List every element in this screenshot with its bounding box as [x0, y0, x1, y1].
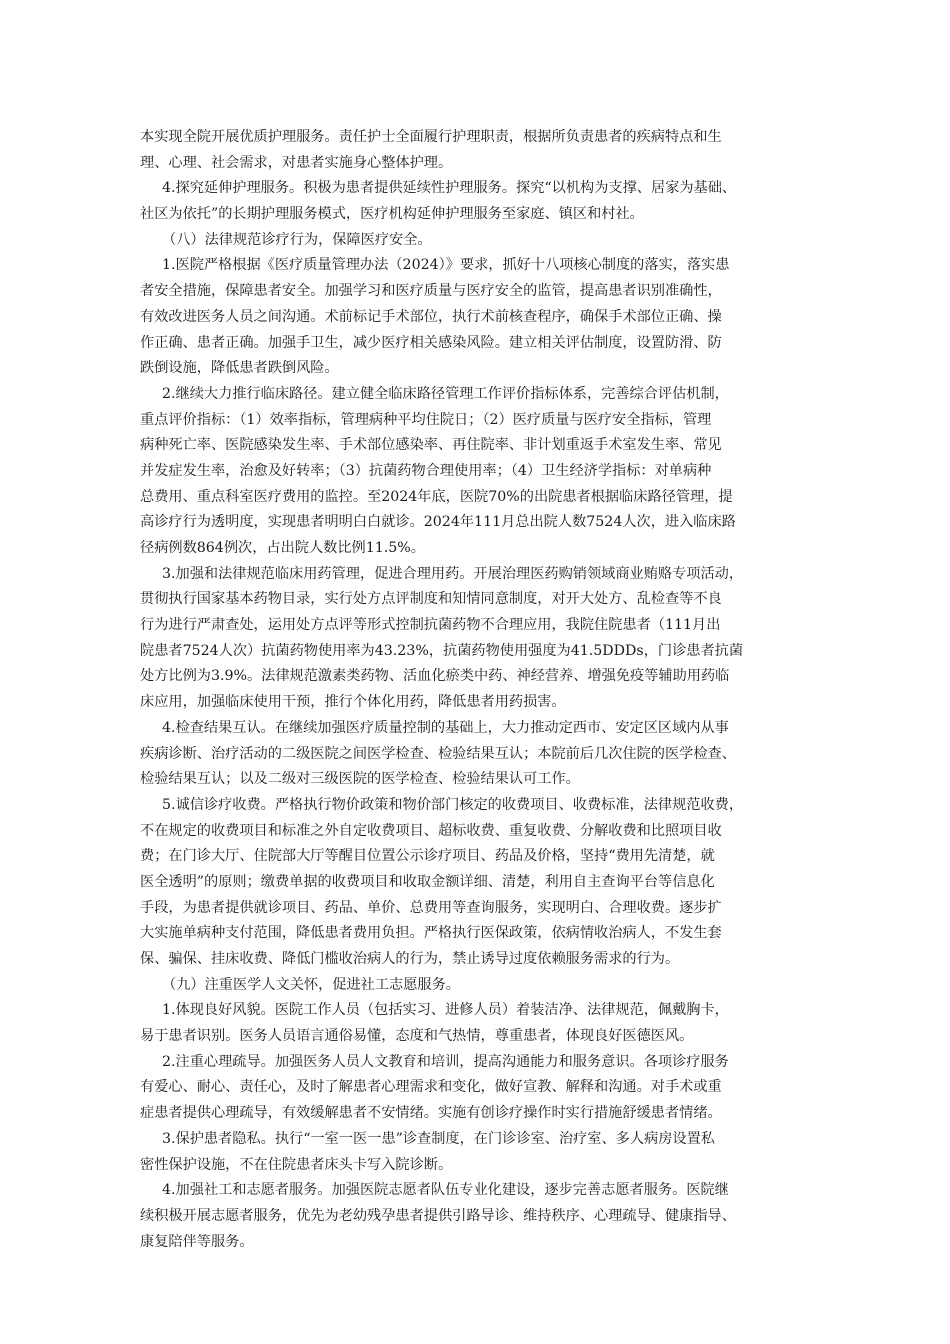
text-line: 4.检查结果互认。在继续加强医疗质量控制的基础上，大力推动定西市、安定区区域内从事 [162, 719, 729, 736]
section-heading [140, 973, 815, 999]
text-line: 大实施单病种支付范围，降低患者费用负担。严格执行医保政策，依病情收治病人，不发生套 [140, 925, 722, 942]
paragraph [140, 793, 815, 973]
text-line: 床应用，加强临床使用干预，推行个体化用药，降低患者用药损害。 [140, 694, 566, 711]
text-line: 重点评价指标：（1）效率指标，管理病种平均住院日；（2）医疗质量与医疗安全指标，管理 [140, 411, 712, 428]
text-line: 易于患者识别。医务人员语言通俗易懂，态度和气热情，尊重患者，体现良好医德医风。 [140, 1028, 694, 1045]
text-line: 高诊疗行为透明度，实现患者明明白白就诊。2024年111月总出院人数7524人次，进入临床路 [140, 514, 736, 531]
text-line: 2.继续大力推行临床路径。建立健全临床路径管理工作评价指标体系，完善综合评估机制， [162, 385, 729, 402]
text-line: 密性保护设施，不在住院患者床头卡写入院诊断。 [140, 1156, 453, 1173]
paragraph [140, 253, 815, 381]
paragraph [140, 1178, 815, 1255]
text-line: 4.加强社工和志愿者服务。加强医院志愿者队伍专业化建设，逐步完善志愿者服务。医院继 [162, 1182, 729, 1199]
text-line: 费；在门诊大厅、住院部大厅等醒目位置公示诊疗项目、药品及价格，坚持“费用先清楚，就 [140, 848, 715, 865]
text-line: 并发症发生率，治愈及好转率；（3）抗菌药物合理使用率；（4）卫生经济学指标：对单病种 [140, 462, 712, 479]
text-line: 3.加强和法律规范临床用药管理，促进合理用药。开展治理医药购销领域商业贿赂专项活动， [162, 565, 744, 582]
paragraph [140, 1050, 815, 1127]
text-line: 跌倒设施，降低患者跌倒风险。 [140, 360, 339, 377]
section-heading [140, 228, 815, 254]
paragraph [140, 562, 815, 716]
text-line: 径病例数864例次，占出院人数比例11.5%。 [140, 540, 425, 556]
text-line: （八）法律规范诊疗行为，保障医疗安全。 [162, 231, 432, 248]
text-line: 保、骗保、挂床收费、降低门槛收治病人的行为，禁止诱导过度依赖服务需求的行为。 [140, 951, 680, 967]
text-line: 医全透明”的原则；缴费单据的收费项目和收取金额详细、清楚，利用自主查询平台等信息化 [140, 873, 715, 890]
text-line: 理、心理、社会需求，对患者实施身心整体护理。 [140, 154, 453, 171]
text-line: 病种死亡率、医院感染发生率、手术部位感染率、再住院率、非计划重返手术室发生率、常见 [140, 437, 722, 454]
paragraph [140, 176, 815, 227]
paragraph [140, 998, 815, 1049]
text-line: 续积极开展志愿者服务，优先为老幼残孕患者提供引路导诊、维持秩序、心理疏导、健康指导、 [140, 1207, 736, 1224]
text-line: 4.探究延伸护理服务。积极为患者提供延续性护理服务。探究“以机构为支撑、居家为基础、 [162, 180, 737, 197]
text-line: 1.医院严格根据《医疗质量管理办法（2024）》要求，抓好十八项核心制度的落实，落实患 [162, 257, 730, 274]
text-line: 3.保护患者隐私。执行“一室一医一患”诊查制度，在门诊诊室、治疗室、多人病房设置私 [162, 1130, 715, 1147]
text-line: 院患者7524人次）抗菌药物使用率为43.23%，抗菌药物使用强度为41.5DDDs，门诊患者抗菌 [140, 642, 744, 659]
text-line: 贯彻执行国家基本药物目录，实行处方点评制度和知情同意制度，对开大处方、乱检查等不良 [140, 591, 722, 608]
text-line: 不在规定的收费项目和标准之外自定收费项目、超标收费、重复收费、分解收费和比照项目收 [140, 822, 722, 839]
text-line: 者安全措施，保障患者安全。加强学习和医疗质量与医疗安全的监管，提高患者识别准确性， [140, 283, 722, 300]
text-line: 症患者提供心理疏导，有效缓解患者不安情绪。实施有创诊疗操作时实行措施舒缓患者情绪。 [140, 1105, 722, 1122]
text-line: 2.注重心理疏导。加强医务人员人文教育和培训，提高沟通能力和服务意识。各项诊疗服务 [162, 1053, 729, 1070]
paragraph [140, 1127, 815, 1178]
paragraph [140, 382, 815, 562]
text-line: 手段，为患者提供就诊项目、药品、单价、总费用等查询服务，实现明白、合理收费。逐步扩 [140, 899, 722, 916]
text-line: 处方比例为3.9%。法律规范激素类药物、活血化瘀类中药、神经营养、增强免疫等辅助用药临 [140, 668, 730, 685]
text-line: 社区为依托”的长期护理服务模式，医疗机构延伸护理服务至家庭、镇区和村社。 [140, 206, 644, 223]
text-line: 总费用、重点科室医疗费用的监控。至2024年底，医院70%的出院患者根据临床路径管理，提 [140, 488, 733, 505]
text-line: 行为进行严肃查处，运用处方点评等形式控制抗菌药物不合理应用，我院住院患者（111月出 [140, 617, 721, 634]
text-line: 疾病诊断、治疗活动的二级医院之间医学检查、检验结果互认；本院前后几次住院的医学检查、 [140, 745, 736, 762]
text-line: （九）注重医学人文关怀，促进社工志愿服务。 [162, 976, 460, 993]
paragraph [140, 125, 815, 176]
text-line: 检验结果互认；以及二级对三级医院的医学检查、检验结果认可工作。 [140, 771, 580, 788]
text-line: 有效改进医务人员之间沟通。术前标记手术部位，执行术前核查程序，确保手术部位正确、操 [140, 308, 722, 325]
paragraph [140, 716, 815, 793]
text-line: 本实现全院开展优质护理服务。责任护士全面履行护理职责，根据所负责患者的疾病特点和生 [140, 129, 722, 145]
text-line: 有爱心、耐心、责任心，及时了解患者心理需求和变化，做好宣教、解释和沟通。对手术或重 [140, 1079, 722, 1096]
text-line: 1.体现良好风貌。医院工作人员（包括实习、进修人员）着装洁净、法律规范，佩戴胸卡， [162, 1002, 729, 1019]
text-line: 康复陪伴等服务。 [140, 1233, 254, 1250]
text-line: 作正确、患者正确。加强手卫生，减少医疗相关感染风险。建立相关评估制度，设置防滑、防 [140, 334, 722, 351]
text-line: 5.诚信诊疗收费。严格执行物价政策和物价部门核定的收费项目、收费标准，法律规范收费， [162, 796, 744, 813]
